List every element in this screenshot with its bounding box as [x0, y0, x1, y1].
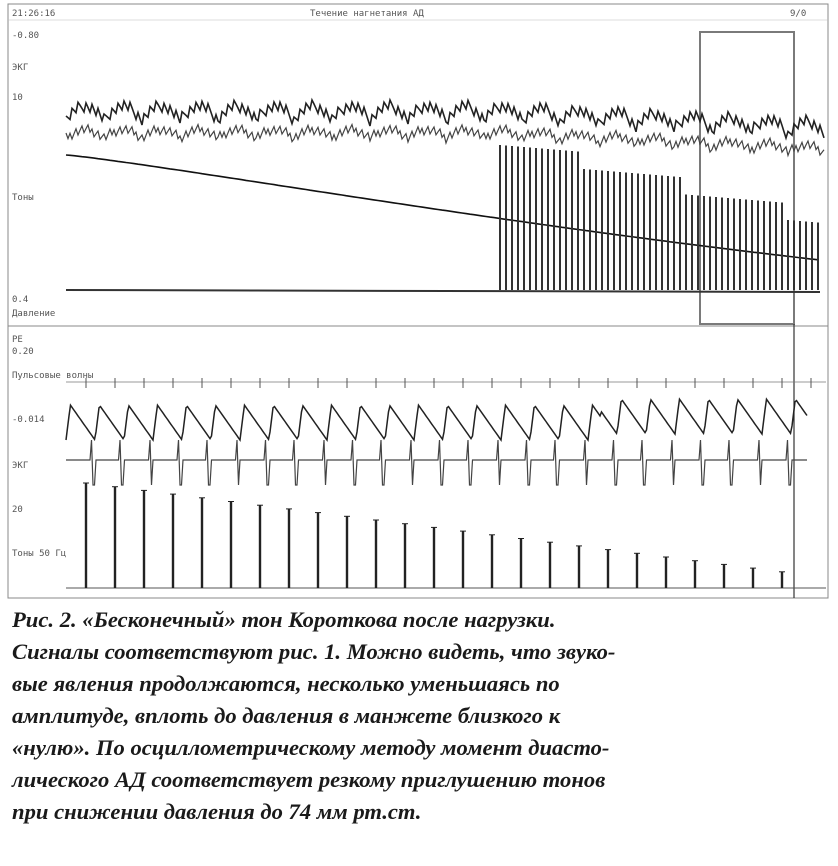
header-right: 9/0: [790, 9, 807, 19]
top-10-label: 10: [12, 93, 23, 103]
bottom-tones-label: Тоны 50 Гц: [12, 549, 67, 559]
bottom-scale-label: -0.014: [12, 415, 45, 425]
bottom-small-label-a: РЕ: [12, 335, 23, 345]
header-time: 21:26:16: [12, 9, 56, 19]
caption-line: «нулю». По осциллометрическому методу момент диасто-: [12, 735, 610, 760]
bottom-20-label: 20: [12, 505, 23, 515]
top-pressure-label: Давление: [12, 309, 56, 319]
top-bottom-scale-label: 0.4: [12, 295, 29, 305]
header-title: Течение нагнетания АД: [310, 9, 424, 19]
caption-line: Рис. 2. «Бесконечный» тон Короткова после нагрузки.: [12, 607, 556, 632]
figure-caption: [12, 604, 828, 828]
bottom-pulse-label: Пульсовые волны: [12, 371, 94, 381]
caption-line: вые явления продолжаются, несколько уменьшаясь по: [12, 671, 560, 696]
caption-line: Сигналы соответствуют рис. 1. Можно видеть, что звуко-: [12, 639, 616, 664]
caption-line: амплитуде, вплоть до давления в манжете близкого к: [12, 703, 561, 728]
top-ekg-label: ЭКГ: [12, 63, 29, 73]
caption-line: при снижении давления до 74 мм рт.ст.: [12, 799, 422, 824]
top-tones-label: Тоны: [12, 193, 34, 203]
bottom-small-label-b: 0.20: [12, 347, 34, 357]
top-scale-label: -0.80: [12, 31, 40, 41]
bottom-ekg-label: ЭКГ: [12, 461, 29, 471]
caption-line: лического АД соответствует резкому приглушению тонов: [12, 767, 606, 792]
